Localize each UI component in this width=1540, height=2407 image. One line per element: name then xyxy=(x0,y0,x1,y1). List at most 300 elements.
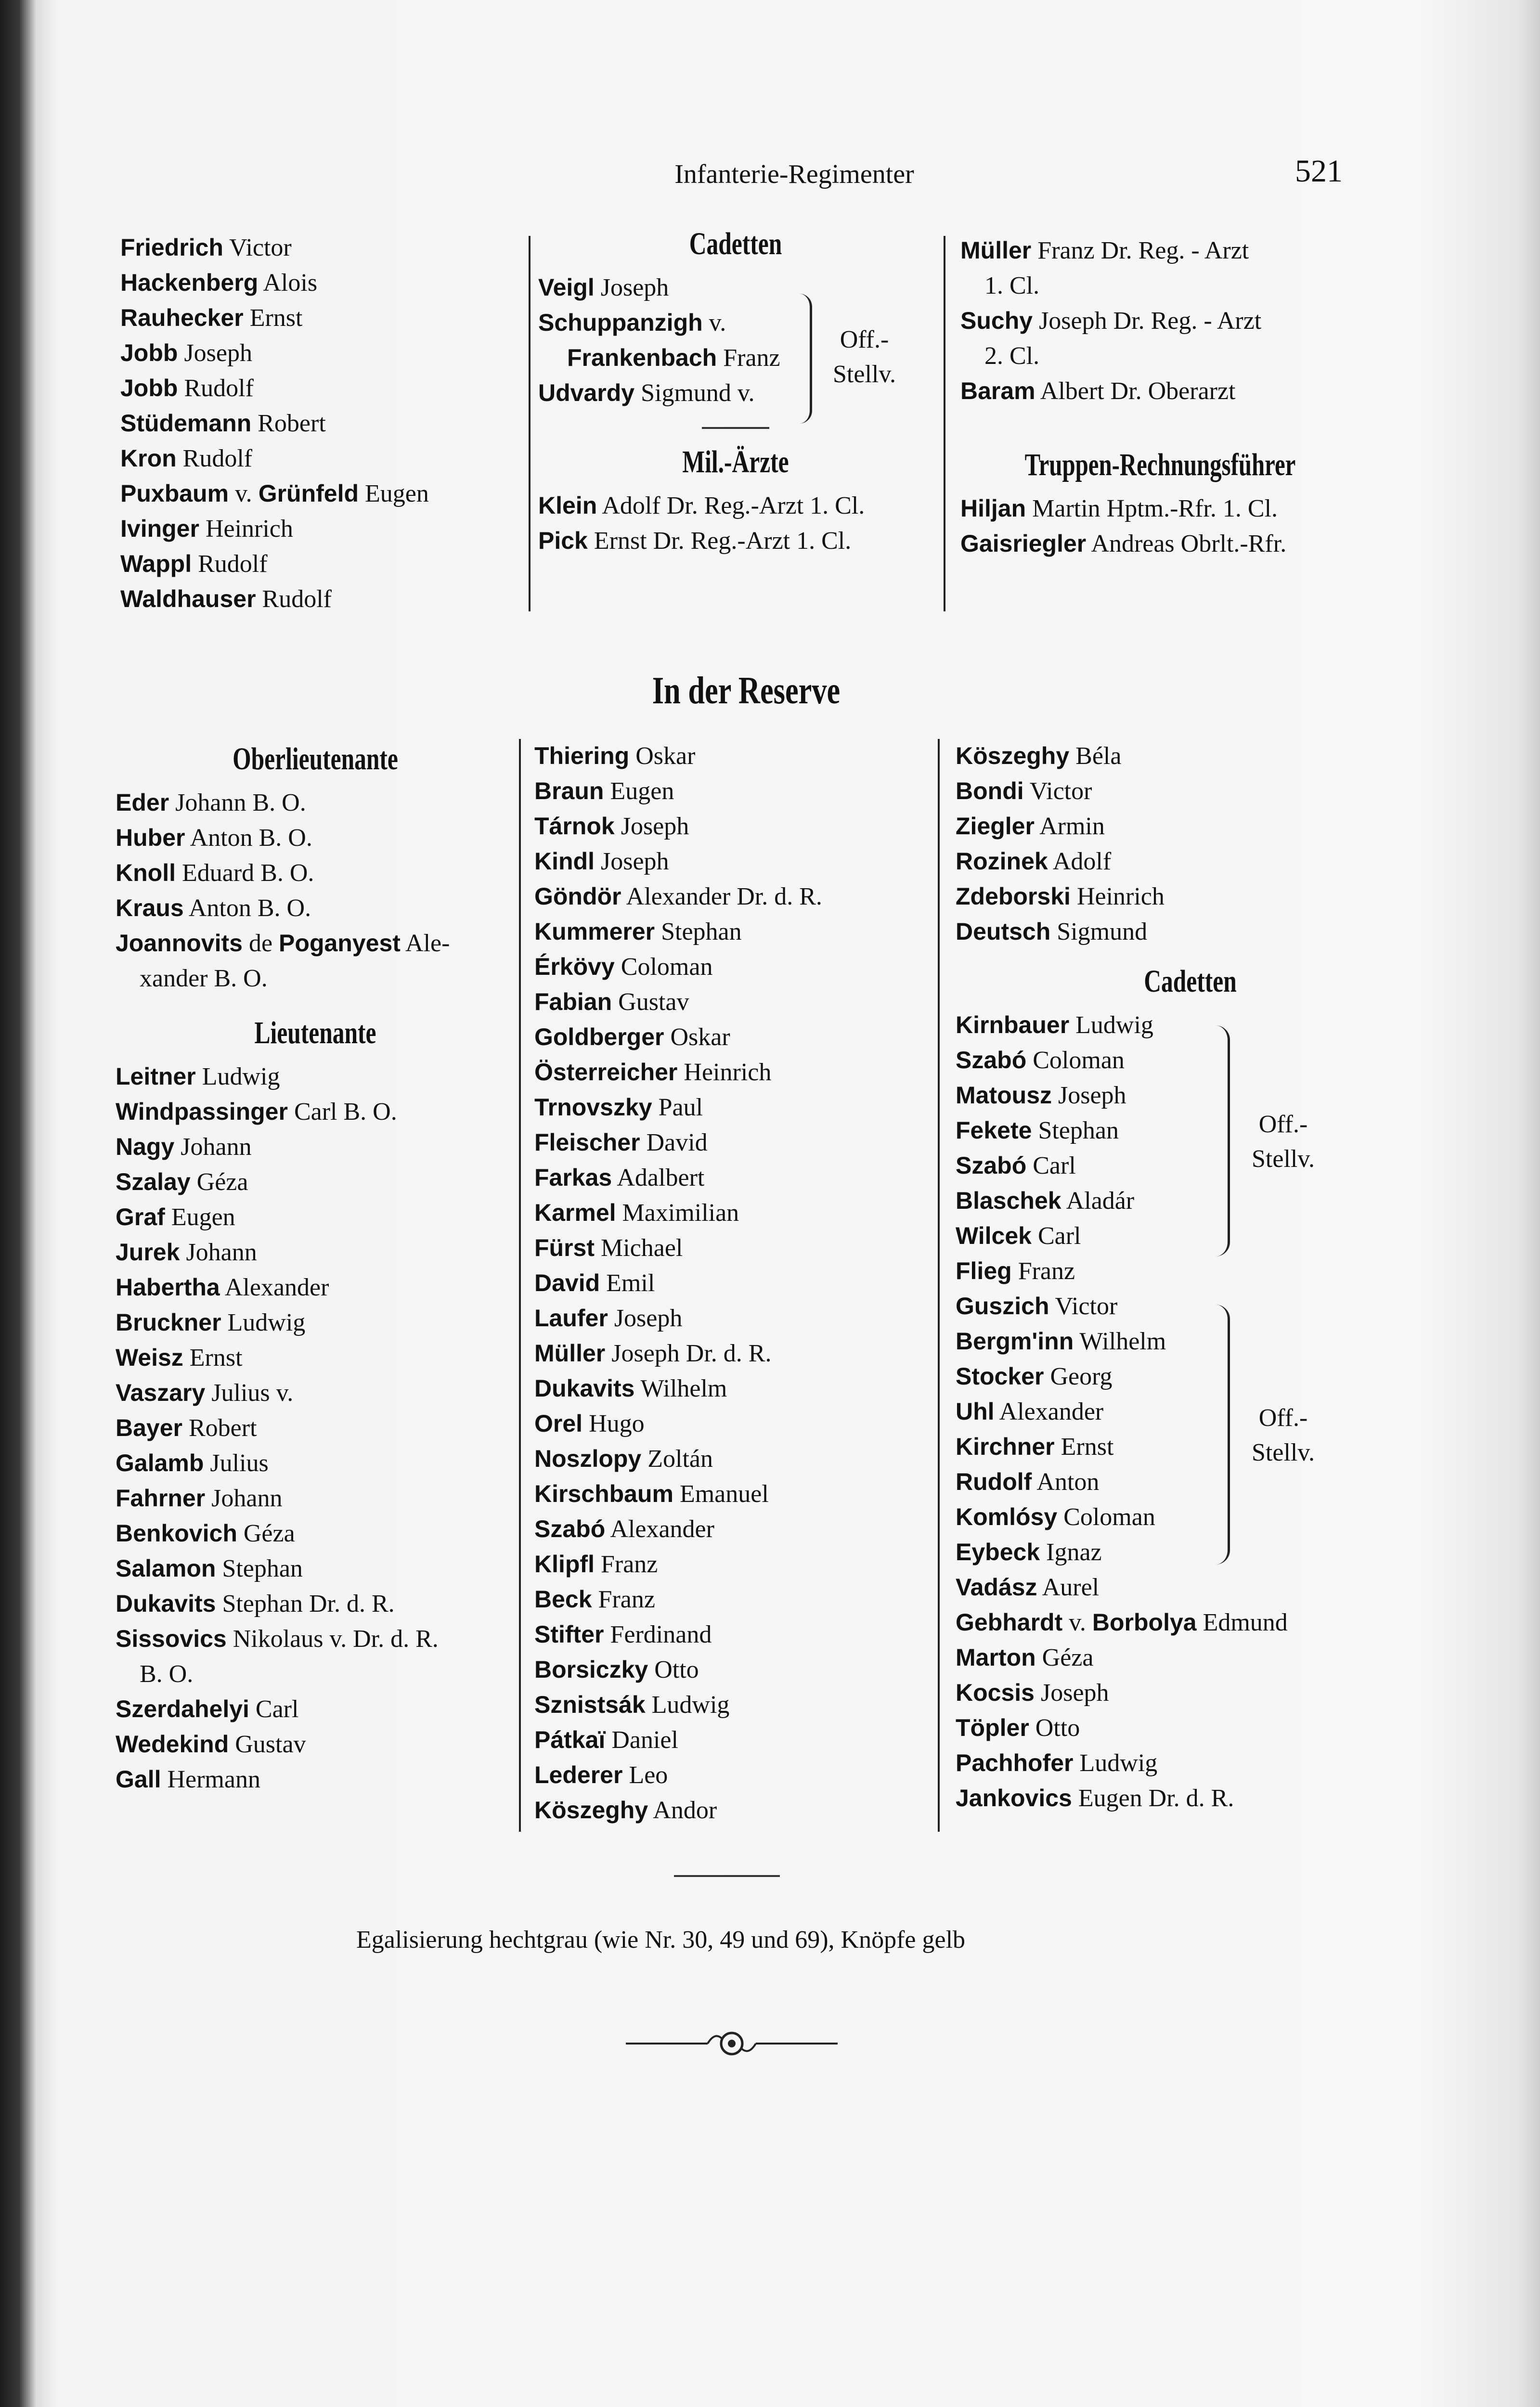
name-detail: Franz xyxy=(592,1586,655,1613)
surname: Goldberger xyxy=(534,1023,664,1050)
surname: Eder xyxy=(116,789,169,816)
column-1-bottom xyxy=(116,737,515,1797)
list-item xyxy=(534,1582,822,1617)
name-detail: Andor xyxy=(648,1797,717,1824)
list-item xyxy=(534,1090,822,1125)
surname: Pátkaï xyxy=(534,1726,606,1753)
list-item xyxy=(116,1375,515,1411)
list-item xyxy=(116,961,515,996)
name-detail: Armin xyxy=(1034,813,1105,840)
list-item xyxy=(534,1301,822,1336)
brace-cadetten-group-1 xyxy=(1213,1025,1230,1256)
name-detail: Victor xyxy=(223,234,292,261)
surname: Habertha xyxy=(116,1274,220,1301)
name-detail: Joseph xyxy=(1052,1082,1126,1109)
list-item xyxy=(956,1675,1389,1710)
list-item xyxy=(534,1476,822,1512)
name-detail: Robert xyxy=(182,1414,257,1442)
surname: Müller xyxy=(534,1340,606,1367)
list-item xyxy=(116,1516,515,1551)
surname: Komlósy xyxy=(956,1503,1058,1530)
surname: Kraus xyxy=(116,894,184,921)
column-rule-2-top xyxy=(944,236,945,611)
list-item xyxy=(956,1359,1389,1394)
name-detail: Ludwig xyxy=(645,1691,730,1719)
note-off-stellv-2: Off.- Stellv. xyxy=(1252,1404,1315,1466)
footer-rule xyxy=(674,1875,780,1877)
column-3-top xyxy=(960,233,1360,561)
list-item xyxy=(956,879,1389,914)
name-detail: Adolf Dr. Reg.-Arzt 1. Cl. xyxy=(597,492,865,519)
name-detail: Carl xyxy=(1026,1152,1076,1179)
surname-part: Borbolya xyxy=(1092,1609,1197,1636)
list-item xyxy=(116,926,515,961)
list-item xyxy=(534,914,822,949)
surname: Kirnbauer xyxy=(956,1011,1070,1038)
name-detail: Rudolf xyxy=(176,445,253,472)
name-detail: Joseph Dr. d. R. xyxy=(605,1340,772,1367)
list-item xyxy=(960,491,1360,526)
surname: Nagy xyxy=(116,1133,175,1160)
name-detail: Sigmund v. xyxy=(634,379,755,407)
list-item xyxy=(534,1125,822,1160)
name-detail: Carl xyxy=(1031,1222,1081,1250)
name-detail: Ferdinand xyxy=(604,1621,712,1648)
list-item xyxy=(534,1230,822,1266)
name-detail: Heinrich xyxy=(199,515,293,543)
list-item xyxy=(534,1195,822,1230)
list-item xyxy=(534,1687,822,1722)
heading-in-der-reserve: In der Reserve xyxy=(652,670,841,712)
surname: Uhl xyxy=(956,1398,995,1425)
name-detail: Georg xyxy=(1044,1363,1113,1390)
list-item xyxy=(116,1305,515,1340)
list-item xyxy=(956,1640,1389,1675)
name-detail: 1. Cl. xyxy=(984,272,1040,299)
name-detail: Otto xyxy=(1029,1714,1080,1742)
surname: Guszich xyxy=(956,1293,1049,1320)
surname: Töpler xyxy=(956,1714,1029,1741)
name-detail: Johann xyxy=(180,1239,257,1266)
surname: Friedrich xyxy=(120,234,223,261)
list-item xyxy=(534,1617,822,1652)
surname: Müller xyxy=(960,237,1032,264)
column-2-bottom xyxy=(534,738,822,1828)
surname: Noszlopy xyxy=(534,1445,642,1472)
list-item xyxy=(534,1441,822,1476)
surname: Gaisriegler xyxy=(960,530,1087,557)
name-detail: Wilhelm xyxy=(1074,1328,1166,1355)
name-detail: Alexander Dr. d. R. xyxy=(621,883,822,910)
list-item xyxy=(960,268,1360,303)
surname: Dukavits xyxy=(534,1375,635,1402)
name-detail: David xyxy=(640,1129,708,1156)
surname: Sznistsák xyxy=(534,1691,646,1718)
surname: Borsiczky xyxy=(534,1656,648,1683)
name-detail: Emanuel xyxy=(673,1480,769,1508)
list-item xyxy=(116,1200,515,1235)
surname: Suchy xyxy=(960,307,1033,334)
surname: Bayer xyxy=(116,1414,182,1441)
surname: Szabó xyxy=(956,1047,1027,1074)
surname: Knoll xyxy=(116,859,176,886)
surname-part: Grünfeld xyxy=(258,480,359,507)
name-detail: Stephan xyxy=(216,1555,303,1582)
surname: Rudolf xyxy=(956,1468,1032,1495)
surname: Waldhauser xyxy=(120,585,256,612)
name-detail: Hugo xyxy=(582,1410,645,1437)
name-detail: Martin Hptm.-Rfr. 1. Cl. xyxy=(1026,495,1278,522)
name-detail: Robert xyxy=(251,410,326,437)
column-rule-1-bottom xyxy=(519,739,521,1832)
name-detail: Alexander xyxy=(220,1274,329,1301)
name-detail: Joseph xyxy=(608,1305,683,1332)
list-item xyxy=(534,1512,822,1547)
surname: Gall xyxy=(116,1766,161,1793)
surname: Frankenbach xyxy=(567,344,717,371)
name-detail: Oskar xyxy=(629,742,696,770)
list-item xyxy=(956,1781,1389,1816)
list-item xyxy=(116,891,515,926)
name-detail: Stephan xyxy=(655,918,742,945)
surname: Kocsis xyxy=(956,1679,1035,1706)
list-item xyxy=(120,406,429,441)
list-item xyxy=(538,523,933,558)
name-detail: Ludwig xyxy=(1069,1011,1153,1039)
heading-cadetten-reserve: Cadetten xyxy=(1144,964,1237,999)
column-1-top xyxy=(120,230,429,617)
name-detail: v. xyxy=(229,480,259,507)
list-item xyxy=(534,844,822,879)
name-detail: Géza xyxy=(237,1520,295,1547)
list-item xyxy=(534,1266,822,1301)
list-item xyxy=(534,1652,822,1687)
list-item xyxy=(538,488,933,523)
surname: Huber xyxy=(116,824,185,851)
surname: Vaszary xyxy=(116,1379,206,1406)
name-detail: Julius v. xyxy=(205,1379,294,1407)
name-detail: Ludwig xyxy=(221,1309,306,1336)
surname: Marton xyxy=(956,1644,1036,1671)
list-item xyxy=(116,1235,515,1270)
list-item xyxy=(116,1656,515,1692)
surname: Farkas xyxy=(534,1164,612,1191)
name-detail: Stephan xyxy=(1032,1117,1119,1144)
surname: Leitner xyxy=(116,1063,196,1090)
surname: Galamb xyxy=(116,1449,204,1476)
name-detail: Andreas Obrlt.-Rfr. xyxy=(1086,530,1287,557)
list-item xyxy=(120,300,429,336)
name-detail: Heinrich xyxy=(677,1059,772,1086)
surname: Baram xyxy=(960,377,1035,404)
list-item xyxy=(956,738,1389,774)
surname: Eybeck xyxy=(956,1539,1040,1566)
name-detail: Rudolf xyxy=(256,585,332,613)
name-detail: Alois xyxy=(258,269,318,297)
surname: Graf xyxy=(116,1204,165,1230)
surname: Stifter xyxy=(534,1621,604,1648)
list-item xyxy=(956,1008,1389,1043)
surname: Zdeborski xyxy=(956,883,1071,910)
list-item xyxy=(116,1059,515,1094)
name-detail: Sigmund xyxy=(1050,918,1148,945)
list-item xyxy=(116,1551,515,1586)
name-detail: Michael xyxy=(595,1234,683,1262)
list-item xyxy=(120,230,429,265)
surname: Schuppanzigh xyxy=(538,309,703,336)
list-item xyxy=(534,774,822,809)
name-detail: Daniel xyxy=(605,1726,678,1754)
name-detail: Joseph Dr. Reg. - Arzt xyxy=(1033,307,1262,335)
surname: Bondi xyxy=(956,777,1024,804)
surname: Kirschbaum xyxy=(534,1480,673,1507)
column-3-bottom xyxy=(956,738,1389,1816)
list-item xyxy=(116,1129,515,1165)
surname: Rozinek xyxy=(956,848,1048,875)
surname: Jobb xyxy=(120,375,178,401)
name-detail: Franz Dr. Reg. - Arzt xyxy=(1031,237,1249,264)
list-item xyxy=(534,1722,822,1758)
list-item xyxy=(534,1160,822,1195)
list-item xyxy=(956,1710,1389,1746)
surname: Stüdemann xyxy=(120,410,252,437)
name-detail: Eugen xyxy=(359,480,429,507)
surname: Karmel xyxy=(534,1199,616,1226)
list-item xyxy=(120,476,429,511)
name-detail: Eduard B. O. xyxy=(175,859,314,887)
name-detail: Stephan Dr. d. R. xyxy=(216,1590,395,1618)
surname: Fleischer xyxy=(534,1129,640,1156)
name-detail: Victor xyxy=(1049,1293,1118,1320)
name-detail: Adalbert xyxy=(612,1164,705,1191)
list-item xyxy=(956,809,1389,844)
surname: Wappl xyxy=(120,550,192,577)
surname: Hackenberg xyxy=(120,269,259,296)
name-detail: Leo xyxy=(622,1761,668,1789)
list-item xyxy=(116,1692,515,1727)
name-detail: Coloman xyxy=(614,953,713,981)
name-detail: Gustav xyxy=(229,1731,306,1758)
list-item xyxy=(116,1165,515,1200)
list-item xyxy=(120,265,429,300)
name-detail: Géza xyxy=(190,1168,248,1196)
name-detail: Wilhelm xyxy=(634,1375,727,1402)
list-item xyxy=(956,1605,1389,1640)
name-detail: Paul xyxy=(652,1094,703,1121)
surname: Jurek xyxy=(116,1239,180,1266)
list-item xyxy=(956,1324,1389,1359)
list-item xyxy=(956,1535,1389,1570)
name-detail: Anton B. O. xyxy=(183,894,311,922)
list-item xyxy=(956,774,1389,809)
surname: Blaschek xyxy=(956,1187,1061,1214)
list-item xyxy=(116,1446,515,1481)
list-item xyxy=(956,1183,1389,1218)
list-item xyxy=(534,1406,822,1441)
surname: Salamon xyxy=(116,1555,216,1582)
list-item xyxy=(120,371,429,406)
name-detail: xander B. O. xyxy=(140,965,268,992)
list-item xyxy=(116,1340,515,1375)
surname: Szerdahelyi xyxy=(116,1695,249,1722)
name-detail: Eugen xyxy=(604,777,674,805)
name-detail: Adolf xyxy=(1048,848,1112,875)
name-detail: Carl xyxy=(249,1695,299,1723)
name-detail: Heinrich xyxy=(1070,883,1165,910)
list-item xyxy=(120,441,429,476)
name-detail: B. O. xyxy=(140,1660,194,1688)
name-detail: Johann B. O. xyxy=(169,789,306,816)
list-item xyxy=(534,1758,822,1793)
name-detail: Joseph xyxy=(594,274,669,301)
name-detail: Béla xyxy=(1069,742,1122,770)
heading-lieutenante: Lieutenante xyxy=(254,1015,376,1050)
list-item xyxy=(534,1020,822,1055)
list-item xyxy=(956,1394,1389,1429)
list-item xyxy=(534,1547,822,1582)
name-detail: Edmund xyxy=(1196,1609,1288,1636)
list-item xyxy=(956,1254,1389,1289)
list-item xyxy=(120,582,429,617)
name-detail: Joseph xyxy=(1034,1679,1109,1707)
surname: Jobb xyxy=(120,339,178,366)
list-item xyxy=(960,338,1360,374)
list-item xyxy=(120,511,429,546)
name-detail: Johann xyxy=(174,1133,252,1161)
surname: Ivinger xyxy=(120,515,199,542)
surname: Pick xyxy=(538,527,588,554)
surname: Benkovich xyxy=(116,1520,237,1547)
list-item xyxy=(956,914,1389,949)
list-item xyxy=(120,546,429,582)
surname: David xyxy=(534,1269,600,1296)
list-item xyxy=(534,949,822,984)
name-detail: Maximilian xyxy=(616,1199,739,1227)
surname: Fahrner xyxy=(116,1485,206,1512)
surname: Laufer xyxy=(534,1305,608,1332)
surname: Puxbaum xyxy=(120,480,229,507)
footer-note: Egalisierung hechtgrau (wie Nr. 30, 49 und 69), Knöpfe gelb xyxy=(356,1926,966,1954)
list-item xyxy=(956,1113,1389,1148)
surname: Szalay xyxy=(116,1168,191,1195)
list-item xyxy=(116,1586,515,1621)
surname: Matousz xyxy=(956,1082,1052,1109)
heading-mil-aerzte: Mil.-Ärzte xyxy=(682,444,789,479)
surname: Klein xyxy=(538,492,597,519)
name-detail: Ludwig xyxy=(1073,1749,1158,1777)
name-detail: Alexander xyxy=(605,1515,714,1543)
name-detail: Ernst xyxy=(183,1344,243,1372)
name-detail: v. xyxy=(702,309,726,336)
name-detail: Ernst xyxy=(1054,1433,1114,1461)
surname: Kirchner xyxy=(956,1433,1055,1460)
surname: Stocker xyxy=(956,1363,1044,1390)
list-item xyxy=(956,1289,1389,1324)
name-detail: Julius xyxy=(204,1449,269,1477)
name-detail: Franz xyxy=(717,344,780,372)
list-item xyxy=(534,809,822,844)
list-item xyxy=(534,879,822,914)
surname: Szabó xyxy=(534,1515,606,1542)
surname: Jankovics xyxy=(956,1785,1072,1812)
brace-cadetten-group-2 xyxy=(1213,1305,1230,1565)
name-detail: Ernst xyxy=(243,304,303,332)
surname: Veigl xyxy=(538,274,595,301)
name-detail: Zoltán xyxy=(641,1445,713,1473)
name-detail: Rudolf xyxy=(178,375,254,402)
surname: Fekete xyxy=(956,1117,1032,1144)
list-item xyxy=(534,1371,822,1406)
surname: Szabó xyxy=(956,1152,1027,1179)
name-detail: Anton xyxy=(1032,1468,1100,1496)
name-detail: Hermann xyxy=(161,1766,260,1793)
list-item xyxy=(116,1481,515,1516)
list-item xyxy=(956,1570,1389,1605)
surname: Klipfl xyxy=(534,1551,595,1578)
name-detail: Nikolaus v. Dr. d. R. xyxy=(226,1625,439,1653)
list-item xyxy=(534,1055,822,1090)
list-item xyxy=(534,1793,822,1828)
list-item xyxy=(534,738,822,774)
surname: Kummerer xyxy=(534,918,655,945)
surname: Göndör xyxy=(534,883,621,910)
surname: Vadász xyxy=(956,1574,1037,1601)
surname: Tárnok xyxy=(534,813,615,840)
name-detail: Johann xyxy=(205,1485,283,1512)
list-item xyxy=(534,984,822,1020)
list-item xyxy=(960,233,1360,268)
surname: Fabian xyxy=(534,988,612,1015)
surname: Dukavits xyxy=(116,1590,216,1617)
name-detail: Ludwig xyxy=(195,1063,280,1090)
list-item xyxy=(116,1727,515,1762)
name-detail: Franz xyxy=(594,1551,658,1578)
surname: Fürst xyxy=(534,1234,595,1261)
name-detail: Joseph xyxy=(614,813,689,840)
list-item xyxy=(956,1148,1389,1183)
list-item xyxy=(956,1043,1389,1078)
list-item xyxy=(960,526,1360,561)
surname: Köszeghy xyxy=(534,1797,648,1824)
surname: Windpassinger xyxy=(116,1098,288,1125)
name-detail: Oskar xyxy=(664,1023,730,1051)
heading-truppen-rechnungsfuehrer: Truppen-Rechnungsführer xyxy=(1024,447,1296,482)
list-item xyxy=(956,1500,1389,1535)
surname: Gebhardt xyxy=(956,1609,1063,1636)
list-item xyxy=(116,1621,515,1656)
running-header: Infanterie-Regimenter xyxy=(674,159,914,189)
name-detail: Ignaz xyxy=(1040,1539,1102,1566)
name-detail: Ernst Dr. Reg.-Arzt 1. Cl. xyxy=(587,527,852,555)
name-detail: Franz xyxy=(1011,1257,1075,1285)
surname: Bruckner xyxy=(116,1309,221,1336)
name-detail: Otto xyxy=(648,1656,699,1683)
surname: Beck xyxy=(534,1586,592,1613)
name-detail: Joseph xyxy=(594,848,669,875)
list-item xyxy=(956,1429,1389,1464)
list-item xyxy=(956,1746,1389,1781)
name-detail: Victor xyxy=(1023,777,1092,805)
note-off-stellv-1: Off.- Stellv. xyxy=(1252,1111,1315,1173)
list-item xyxy=(538,270,933,305)
separator-rule xyxy=(702,427,769,429)
surname: Flieg xyxy=(956,1257,1012,1284)
surname-part: Poganyest xyxy=(279,930,401,957)
surname: Hiljan xyxy=(960,495,1026,522)
list-item xyxy=(534,1336,822,1371)
list-item xyxy=(956,1218,1389,1254)
name-detail: Géza xyxy=(1035,1644,1094,1671)
